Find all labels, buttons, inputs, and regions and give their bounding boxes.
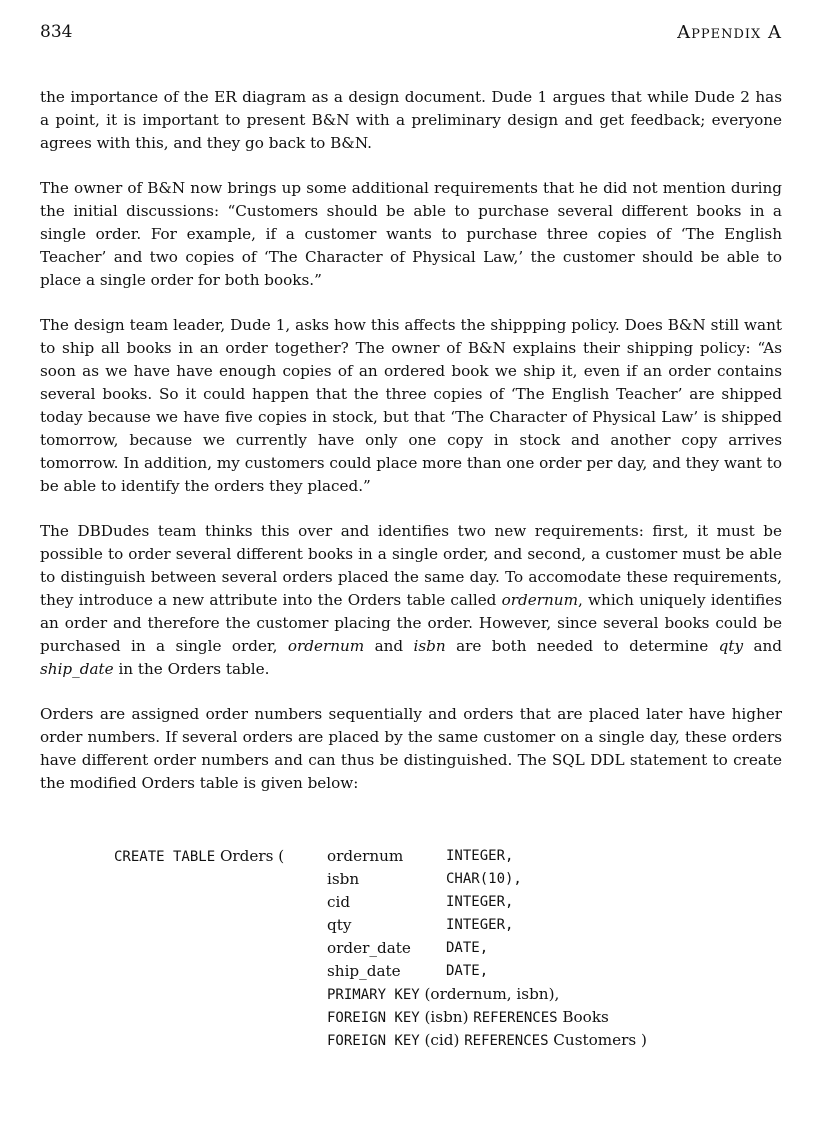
column-type: DATE, bbox=[446, 963, 489, 979]
p4-text-b: , which uniquely identifies an order and therefore the customer placing the order. However, since several books could be purchased in a single order, bbox=[40, 591, 782, 655]
column-name: isbn bbox=[327, 870, 360, 888]
foreign-key-columns: (isbn) bbox=[424, 1008, 469, 1026]
foreign-key-keyword: FOREIGN KEY bbox=[327, 1010, 420, 1026]
paragraph-1: the importance of the ER diagram as a design document. Dude 1 argues that while Dude 2 has a point, it is important to present B&N with a preliminary design and get feedback; everyone agrees with this, and they go back to B&N. bbox=[40, 88, 782, 152]
references-keyword: REFERENCES bbox=[473, 1010, 558, 1026]
referenced-table: Books bbox=[562, 1008, 609, 1026]
term-ship-date: ship_date bbox=[40, 660, 114, 678]
column-type: CHAR(10), bbox=[446, 871, 522, 887]
p4-text-c: and bbox=[364, 637, 414, 655]
p4-text-a: The DBDudes team thinks this over and identifies two new requirements: first, it must be possible to order several different books in a single order, and second, a customer must be able to distinguish between several orders placed the same day. To accomodate these requirements, they introduce a new attribute into the Orders table called bbox=[40, 522, 782, 609]
column-type: DATE, bbox=[446, 940, 489, 956]
table-name: Orders ( bbox=[219, 847, 285, 865]
paragraph-3: The design team leader, Dude 1, asks how this affects the shippping policy. Does B&N still want to ship all books in an order together? The owner of B&N explains their shipping policy: “As soon as we have have enough copies of an ordered book we ship it, even if an order contains several books. So it could happen that the three copies of ‘The English Teacher’ are shipped today because we have five copies in stock, but that ‘The Character of Physical Law’ is shipped tomorrow, because we currently have only one copy in stock and another copy arrives tomorrow. In addition, my customers could place more than one order per day, and they want to be able to identify the orders they placed.” bbox=[40, 316, 782, 495]
term-ordernum-2: ordernum bbox=[287, 637, 365, 655]
page-number: 834 bbox=[40, 22, 73, 42]
references-keyword: REFERENCES bbox=[464, 1033, 549, 1049]
column-name: ship_date bbox=[327, 962, 401, 980]
column-name: ordernum bbox=[327, 847, 404, 865]
foreign-key-keyword: FOREIGN KEY bbox=[327, 1033, 420, 1049]
term-isbn: isbn bbox=[413, 637, 446, 655]
column-name: order_date bbox=[327, 939, 411, 957]
term-ordernum: ordernum bbox=[501, 591, 578, 609]
paragraph-2: The owner of B&N now brings up some additional requirements that he did not mention during the initial discussions: “Customers should be able to purchase several different books in a single order. For example, if a customer wants to purchase three copies of ‘The English Teacher’ and two copies of ‘The Character of Physical Law,’ the customer should be able to place a single order for both books.” bbox=[40, 179, 782, 289]
column-type: INTEGER, bbox=[446, 848, 514, 864]
create-table-keyword: CREATE TABLE bbox=[114, 849, 216, 865]
paragraph-4 bbox=[40, 520, 782, 681]
column-name: qty bbox=[327, 916, 352, 934]
p4-text-d: are both needed to determine bbox=[445, 637, 719, 655]
column-type: INTEGER, bbox=[446, 917, 514, 933]
referenced-table: Customers ) bbox=[553, 1031, 647, 1049]
p4-text-e: and bbox=[743, 637, 783, 655]
column-type: INTEGER, bbox=[446, 894, 514, 910]
column-name: cid bbox=[327, 893, 351, 911]
primary-key-keyword: PRIMARY KEY bbox=[327, 987, 420, 1003]
page-header bbox=[40, 22, 782, 48]
p4-text-f: in the Orders table. bbox=[113, 660, 270, 678]
term-qty: qty bbox=[718, 637, 744, 655]
paragraph-5: Orders are assigned order numbers sequentially and orders that are placed later have higher order numbers. If several orders are placed by the same customer on a single day, these orders have different order numbers and can thus be distinguished. The SQL DDL statement to create the modified Orders table is given below: bbox=[40, 705, 782, 792]
primary-key-columns: (ordernum, isbn), bbox=[424, 985, 560, 1003]
body-text bbox=[40, 86, 782, 817]
foreign-key-columns: (cid) bbox=[424, 1031, 460, 1049]
running-head: Appendix A bbox=[677, 22, 782, 43]
